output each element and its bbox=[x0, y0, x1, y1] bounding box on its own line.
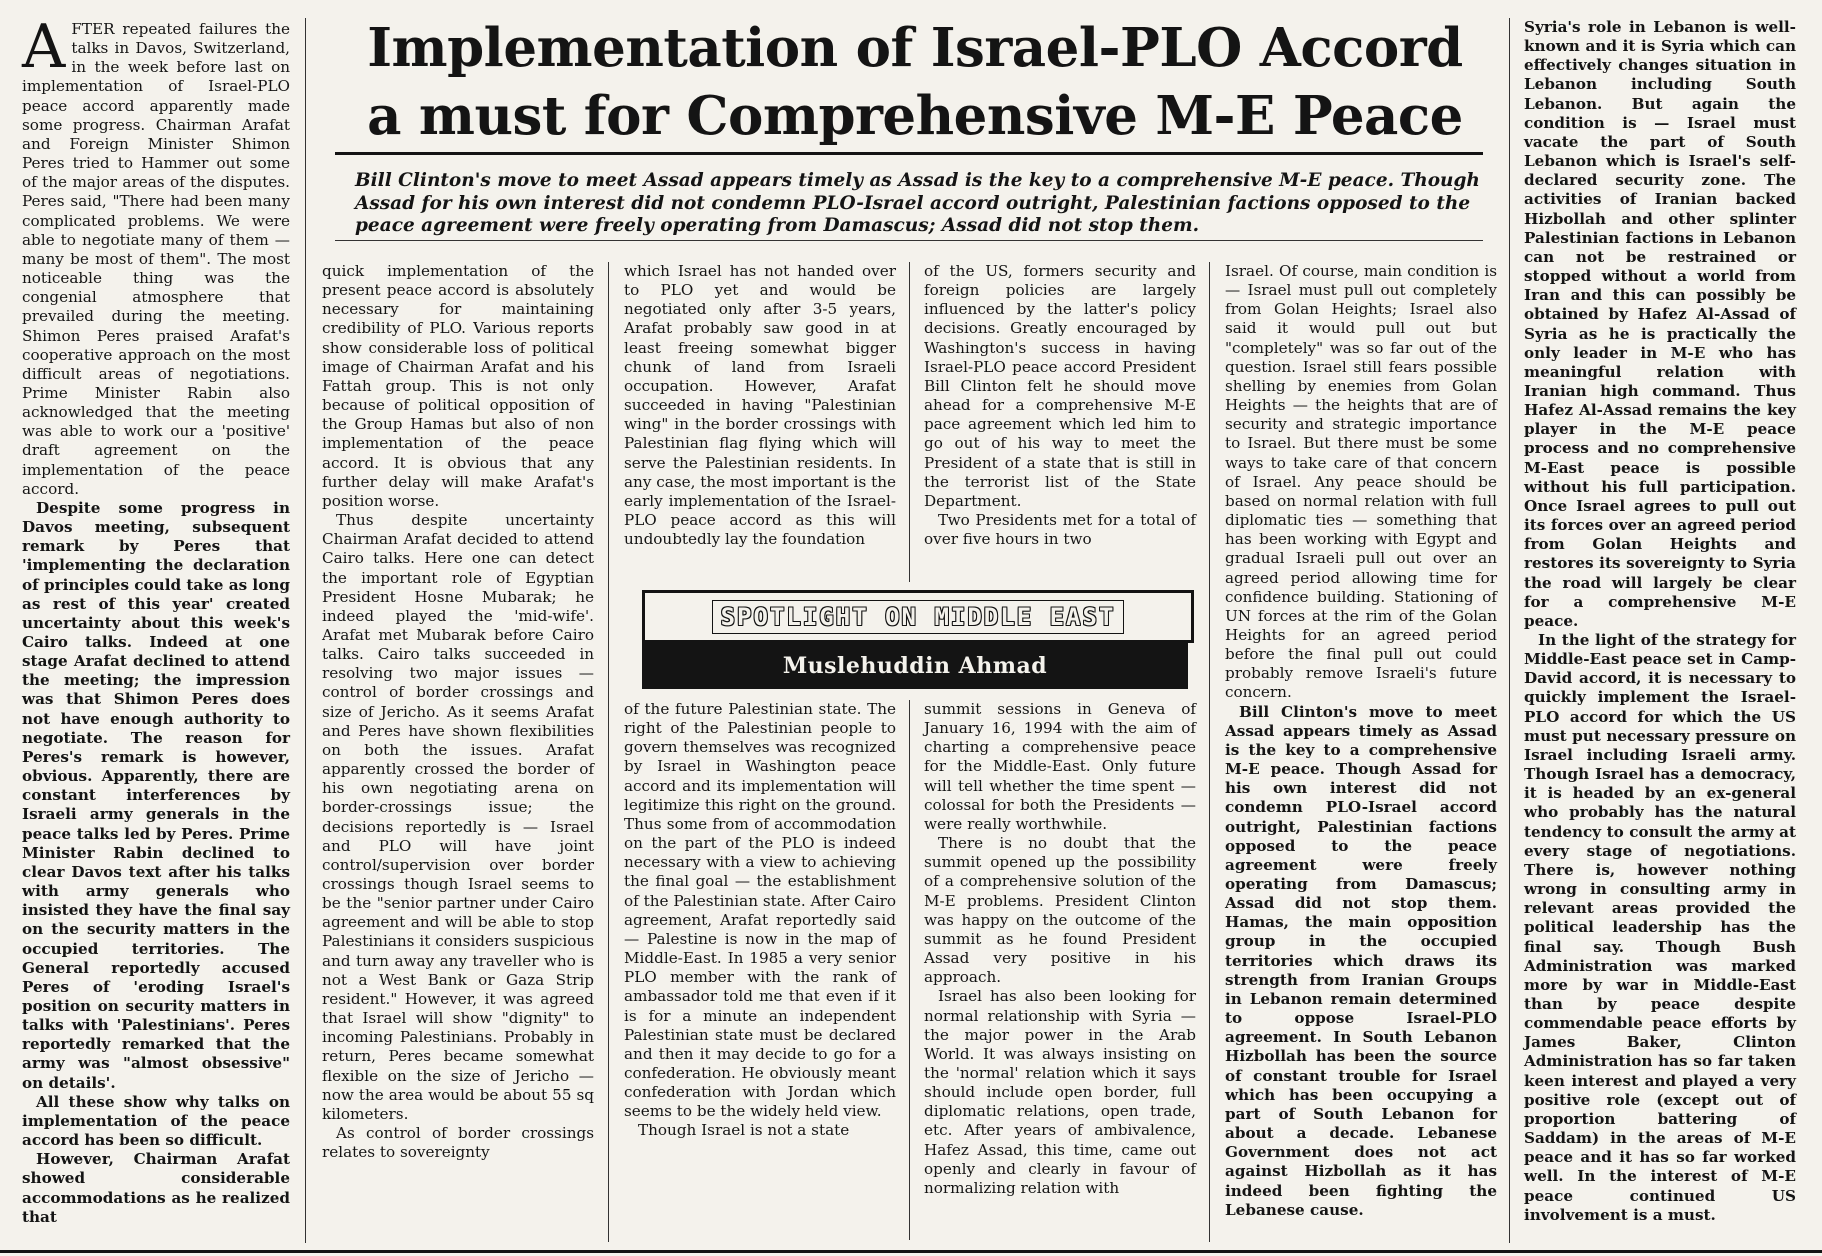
article-column-1 bbox=[22, 12, 290, 1227]
paragraph: There is no doubt that the summit opened up the possibility of a comprehensive solution of the M-E problems. President Clinton was happy on the outcome of the summit as he found President Assad very positive in his approach. bbox=[924, 834, 1196, 987]
paragraph: In the light of the strategy for Middle-East peace set in Camp-David accord, it is necessary to quickly implement the Israel-PLO accord for which the US must put necessary pressure on Israel including Israeli army. Though Israel has a democracy, it is headed by an ex-general who probably has the natural tendency to consult the army at every stage of negotiations. There is, however nothing wrong in consulting army in relevant areas provided the political leadership has the final say. Though Bush Administration was marked more by war in Middle-East than by peace despite commendable peace efforts by James Baker, Clinton Administration has so far taken keen interest and played a very positive role (except out of proportion battering of Saddam) in the areas of M-E peace and it has so far worked well. In the interest of M-E peace continued US involvement is a must. bbox=[1524, 631, 1796, 1224]
paragraph: which Israel has not handed over to PLO yet and would be negotiated only after 3-5 years, Arafat probably saw good in at least freeing somewhat bigger chunk of land from Israeli occupation. However, Arafat succeeded in having "Palestinian wing" in the border crossings with Palestinian flag flying which will serve the Palestinian residents. In any case, the most important is the early implementation of the Israel-PLO peace accord as this will undoubtedly lay the foundation bbox=[624, 262, 896, 549]
paragraph: Though Israel is not a state bbox=[638, 1121, 850, 1140]
article-column-4-top bbox=[924, 262, 1196, 549]
article-column-3-top bbox=[624, 262, 896, 549]
deck-summary: Bill Clinton's move to meet Assad appears timely as Assad is the key to a comprehensive M-E peace. Though Assad for his own interest did not condemn PLO-Israel accord outright, Palestinian factions opposed to the peace agreement were freely operating from Damascus; Assad did not stop them. bbox=[355, 170, 1480, 236]
paragraph: summit sessions in Geneva of January 16, 1994 with the aim of charting a comprehensive peace for the Middle-East. Only future will tell whether the time spent — colossal for both the Presidents — were really worthwhile. bbox=[924, 700, 1196, 833]
paragraph: Israel. Of course, main condition is — Israel must pull out completely from Golan Heights; Israel also said it would pull out but "completely" was so far out of the question. Israel still fears possible shelling by enemies from Golan Heights — the heights that are of security and strategic importance to Israel. But there must be some ways to take care of that concern of Israel. Any peace should be based on normal relation with full diplomatic ties — something that has been working with Egypt and gradual Israeli pull out over an agreed period allowing time for confidence building. Stationing of UN forces at the rim of the Golan Heights for an agreed period before the final pull out could probably remove Israeli's future concern. bbox=[1225, 262, 1497, 702]
article-column-4-bottom bbox=[924, 700, 1196, 1198]
paragraph bbox=[22, 12, 290, 499]
deck-rule bbox=[335, 240, 1483, 241]
paragraph: quick implementation of the present peace accord is absolutely necessary for maintaining credibility of PLO. Various reports show considerable loss of political image of Chairman Arafat and his Fattah group. This is not only because of political opposition of the Group Hamas but also of non implementation of the peace accord. It is obvious that any further delay will make Arafat's position worse. bbox=[322, 262, 594, 510]
paragraph: Syria's role in Lebanon is well-known and it is Syria which can effectively changes situation in Lebanon including South Lebanon. But again the condition is — Israel must vacate the part of South Lebanon which is Israel's self-declared security zone. The activities of Iranian backed Hizbollah and other splinter Palestinian factions in Lebanon can not be restrained or stopped without a world from Iran and this can possibly be obtained by Hafez Al-Assad of Syria as he is practically the only leader in M-E who has meaningful relation with Iranian high command. Thus Hafez Al-Assad remains the key player in the M-E peace process and no comprehensive M-East peace is possible without his full participation. Once Israel agrees to pull out its forces over an agreed period from Golan Heights and restores its sovereignty to Syria the road will largely be clear for a comprehensive M-E peace. bbox=[1524, 18, 1796, 630]
paragraph: Despite some progress in Davos meeting, subsequent remark by Peres that 'implementing the declaration of principles could take as long as rest of this year' created uncertainty about this week's Cairo talks. Indeed at one stage Arafat declined to attend the meeting; the impression was that Shimon Peres does not have enough authority to negotiate. The reason for Peres's remark is however, obvious. Apparently, there are constant interferences by Israeli army generals in the peace talks led by Peres. Prime Minister Rabin declined to clear Davos text after his talks with army generals who insisted they have the final say on the security matters in the occupied territories. The General reportedly accused Peres of 'eroding Israel's position on security matters in talks with 'Palestinians'. Peres reportedly remarked that the army was "almost obsessive" on details'. bbox=[22, 498, 290, 1092]
paragraph: Two Presidents met for a total of over five hours in two bbox=[924, 511, 1196, 549]
column-divider bbox=[909, 262, 910, 582]
headline-line-1: Implementation of Israel-PLO Accord bbox=[367, 17, 1463, 79]
headline-line-2: a must for Comprehensive M-E Peace bbox=[367, 85, 1463, 147]
headline-rule bbox=[335, 152, 1483, 155]
column-divider bbox=[608, 262, 609, 1242]
column-divider bbox=[1509, 18, 1510, 1243]
paragraph-text: FTER repeated failures the talks in Davos, Switzerland, in the week before last on implementation of Israel-PLO peace accord apparently made some progress. Chairman Arafat and Foreign Minister Shimon Peres tried to Hammer out some of the major areas of the disputes. Peres said, "There had been many complicated problems. We were able to negotiate many of them — many be most of them". The most noticeable thing was the congenial atmosphere that prevailed during the meeting. Shimon Peres praised Arafat's cooperative approach on the most difficult areas of negotiations. Prime Minister Rabin also acknowledged that the meeting was able to work our a 'positive' draft agreement on the implementation of the peace accord. bbox=[22, 20, 290, 498]
bottom-rule bbox=[0, 1250, 1822, 1253]
author-byline: Muslehuddin Ahmad bbox=[642, 643, 1188, 689]
column-divider bbox=[305, 18, 306, 1243]
column-label: SPOTLIGHT ON MIDDLE EAST bbox=[712, 600, 1125, 634]
paragraph: All these show why talks on implementation of the peace accord has been so difficult. bbox=[22, 1092, 290, 1150]
article-column-2 bbox=[322, 262, 594, 1162]
paragraph: Bill Clinton's move to meet Assad appears timely as Assad is the key to a comprehensive M-E peace. Though Assad for his own interest did not condemn PLO-Israel accord outright, Palestinian factions opposed to the peace agreement were freely operating from Damascus; Assad did not stop them. Hamas, the main opposition group in the occupied territories which draws its strength from Iranian Groups in Lebanon remain determined to oppose Israel-PLO agreement. In South Lebanon Hizbollah has been the source of constant trouble for Israel which has been occupying a part of South Lebanon for about a decade. Lebanese Government does not act against Hizbollah as it has indeed been fighting the Lebanese cause. bbox=[1225, 702, 1497, 1219]
paragraph: of the future Palestinian state. The right of the Palestinian people to govern themselves was recognized by Israel in Washington peace accord and its implementation will legitimize this right on the ground. Thus some from of accommodation on the part of the PLO is indeed necessary with a view to achieving the final goal — the establishment of the Palestinian state. After Cairo agreement, Arafat reportedly said — Palestine is now in the map of Middle-East. In 1985 a very senior PLO member with the rank of ambassador told me that even if it is for a minute an independent Palestinian state must be declared and then it may decide to go for a confederation. He obviously meant confederation with Jordan which seems to be the widely held view. bbox=[624, 700, 896, 1121]
column-divider bbox=[909, 700, 910, 1240]
paragraph: As control of border crossings relates to sovereignty bbox=[322, 1124, 594, 1162]
article-column-3-bottom bbox=[624, 700, 896, 1141]
paragraph: of the US, formers security and foreign policies are largely influenced by the latter's policy decisions. Greatly encouraged by Washington's success in having Israel-PLO peace accord President Bill Clinton felt he should move ahead for a comprehensive M-E pace agreement which led him to go out of his way to meet the President of a state that is still in the terrorist list of the State Department. bbox=[924, 262, 1196, 510]
paragraph: Israel has also been looking for normal relationship with Syria — the major power in the Arab World. It was always insisting on the 'normal' relation which it says should include open border, full diplomatic relations, open trade, etc. After years of ambivalence, Hafez Assad, this time, came out openly and clearly in favour of normalizing relation with bbox=[924, 987, 1196, 1197]
column-label-box bbox=[642, 590, 1194, 643]
paragraph: However, Chairman Arafat showed considerable accommodations as he realized that bbox=[22, 1150, 290, 1226]
drop-cap: A bbox=[22, 12, 66, 82]
article-column-6 bbox=[1524, 18, 1796, 1225]
article-column-5 bbox=[1225, 262, 1497, 1220]
headline bbox=[335, 14, 1495, 150]
column-divider bbox=[1209, 262, 1210, 1242]
paragraph: Thus despite uncertainty Chairman Arafat decided to attend Cairo talks. Here one can detect the important role of Egyptian President Hosne Mubarak; he indeed played the 'mid-wife'. Arafat met Mubarak before Cairo talks. Cairo talks succeeded in resolving two major issues — control of border crossings and size of Jericho. As it seems Arafat and Peres have shown flexibilities on both the issues. Arafat apparently crossed the border of his own negotiating arena on border-crossings issue; the decisions reportedly is — Israel and PLO will have joint control/supervision over border crossings though Israel seems to be the "senior partner under Cairo agreement and will be able to stop Palestinians it considers suspicious and turn away any traveller who is not a West Bank or Gaza Strip resident." However, it was agreed that Israel will show "dignity" to incoming Palestinians. Probably in return, Peres became somewhat flexible on the size of Jericho — now the area would be about 55 sq kilometers. bbox=[322, 511, 594, 1123]
